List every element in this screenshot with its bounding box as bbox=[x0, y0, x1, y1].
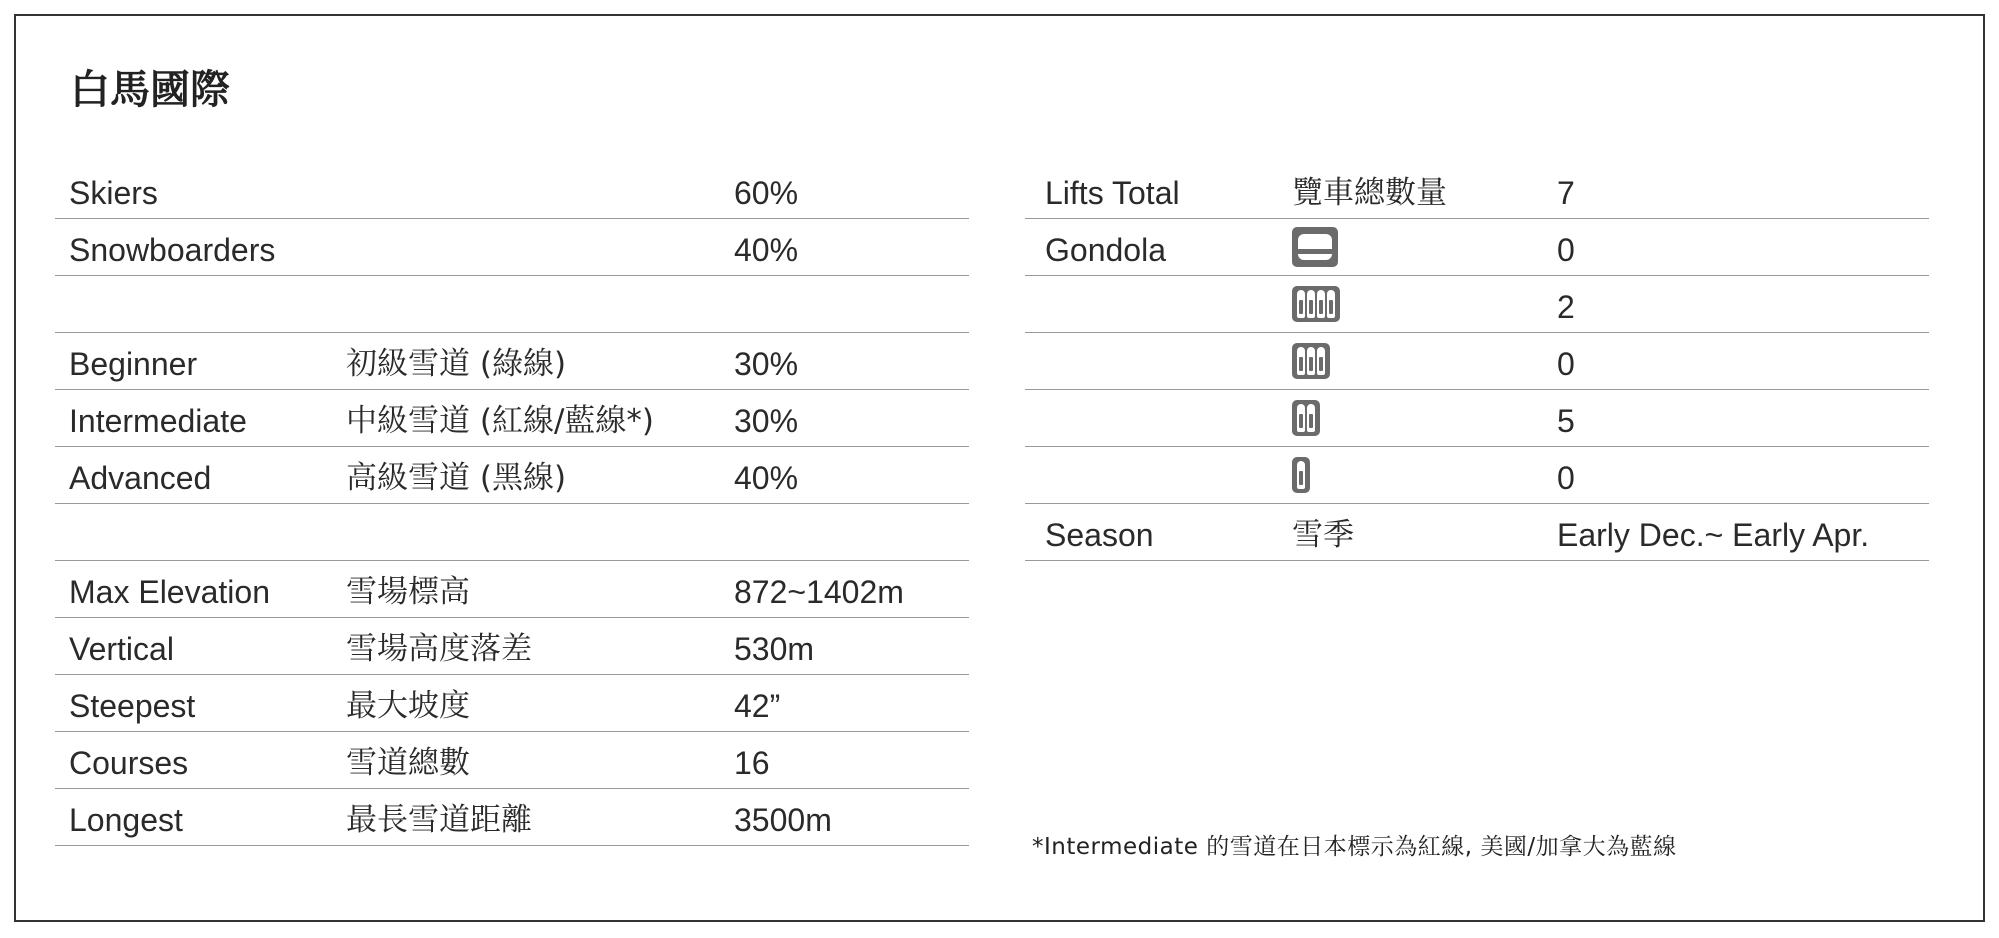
table-row-snowboarders bbox=[55, 219, 969, 276]
table-row-intermediate bbox=[55, 390, 969, 447]
row-label-zh: 雪道總數 bbox=[346, 745, 470, 781]
single-chairlift-icon bbox=[1292, 457, 1310, 493]
row-label-en: Max Elevation bbox=[69, 574, 270, 610]
row-label-zh: 最長雪道距離 bbox=[346, 802, 532, 838]
table-row-season bbox=[1025, 504, 1929, 561]
row-value: Early Dec.~ Early Apr. bbox=[1557, 517, 1870, 553]
row-value: 872~1402m bbox=[734, 574, 904, 610]
row-label-zh: 高級雪道 (黑線) bbox=[346, 460, 567, 496]
row-value: 42” bbox=[734, 688, 781, 724]
table-row-courses bbox=[55, 732, 969, 789]
double-chairlift-icon bbox=[1292, 400, 1320, 436]
row-value: 5 bbox=[1557, 403, 1575, 439]
row-label-zh: 最大坡度 bbox=[346, 688, 470, 724]
row-label-en: Snowboarders bbox=[69, 232, 276, 268]
row-value: 16 bbox=[734, 745, 770, 781]
row-label-zh: 覽車總數量 bbox=[1292, 175, 1447, 211]
table-row-skiers bbox=[55, 162, 969, 219]
footnote: *Intermediate 的雪道在日本標示為紅線, 美國/加拿大為藍線 bbox=[1032, 834, 1677, 860]
table-row-triple-chairlift bbox=[1025, 333, 1929, 390]
row-label-en: Vertical bbox=[69, 631, 174, 667]
table-row-double-chairlift bbox=[1025, 390, 1929, 447]
row-value: 40% bbox=[734, 460, 799, 496]
page-title: 白馬國際 bbox=[70, 67, 230, 113]
row-label-en: Skiers bbox=[69, 175, 158, 211]
row-value: 0 bbox=[1557, 346, 1575, 382]
row-label-en: Advanced bbox=[69, 460, 212, 496]
row-value: 7 bbox=[1557, 175, 1575, 211]
row-label-en: Courses bbox=[69, 745, 189, 781]
row-value: 3500m bbox=[734, 802, 832, 838]
table-row-spacer bbox=[55, 504, 969, 561]
table-row-vertical bbox=[55, 618, 969, 675]
quad-chairlift-icon bbox=[1292, 286, 1340, 322]
row-label-en: Steepest bbox=[69, 688, 196, 724]
row-label-zh: 雪場標高 bbox=[346, 574, 470, 610]
triple-chairlift-icon bbox=[1292, 343, 1330, 379]
table-row-gondola bbox=[1025, 219, 1929, 276]
row-label-en: Intermediate bbox=[69, 403, 247, 439]
table-row-advanced bbox=[55, 447, 969, 504]
resort-stats-table bbox=[55, 162, 969, 846]
table-row-single-chairlift bbox=[1025, 447, 1929, 504]
table-row-longest bbox=[55, 789, 969, 846]
table-row-quad-chairlift bbox=[1025, 276, 1929, 333]
row-value: 40% bbox=[734, 232, 799, 268]
table-row-steepest bbox=[55, 675, 969, 732]
row-value: 0 bbox=[1557, 460, 1575, 496]
row-label-en: Lifts Total bbox=[1045, 175, 1180, 211]
row-value: 0 bbox=[1557, 232, 1575, 268]
gondola-icon bbox=[1292, 227, 1338, 267]
row-label-en: Season bbox=[1045, 517, 1154, 553]
table-row-lifts-total bbox=[1025, 162, 1929, 219]
table-row-max-elevation bbox=[55, 561, 969, 618]
lifts-table bbox=[1025, 162, 1929, 561]
row-value: 2 bbox=[1557, 289, 1575, 325]
row-value: 530m bbox=[734, 631, 815, 667]
row-label-zh: 雪季 bbox=[1292, 517, 1354, 553]
row-label-zh: 雪場高度落差 bbox=[346, 631, 532, 667]
row-label-zh: 中級雪道 (紅線/藍線*) bbox=[346, 403, 654, 439]
row-label-en: Gondola bbox=[1045, 232, 1166, 268]
table-row-beginner bbox=[55, 333, 969, 390]
row-value: 60% bbox=[734, 175, 799, 211]
row-label-zh: 初級雪道 (綠線) bbox=[346, 346, 567, 382]
row-value: 30% bbox=[734, 346, 799, 382]
row-label-en: Beginner bbox=[69, 346, 198, 382]
row-value: 30% bbox=[734, 403, 799, 439]
row-label-en: Longest bbox=[69, 802, 183, 838]
table-row-spacer bbox=[55, 276, 969, 333]
